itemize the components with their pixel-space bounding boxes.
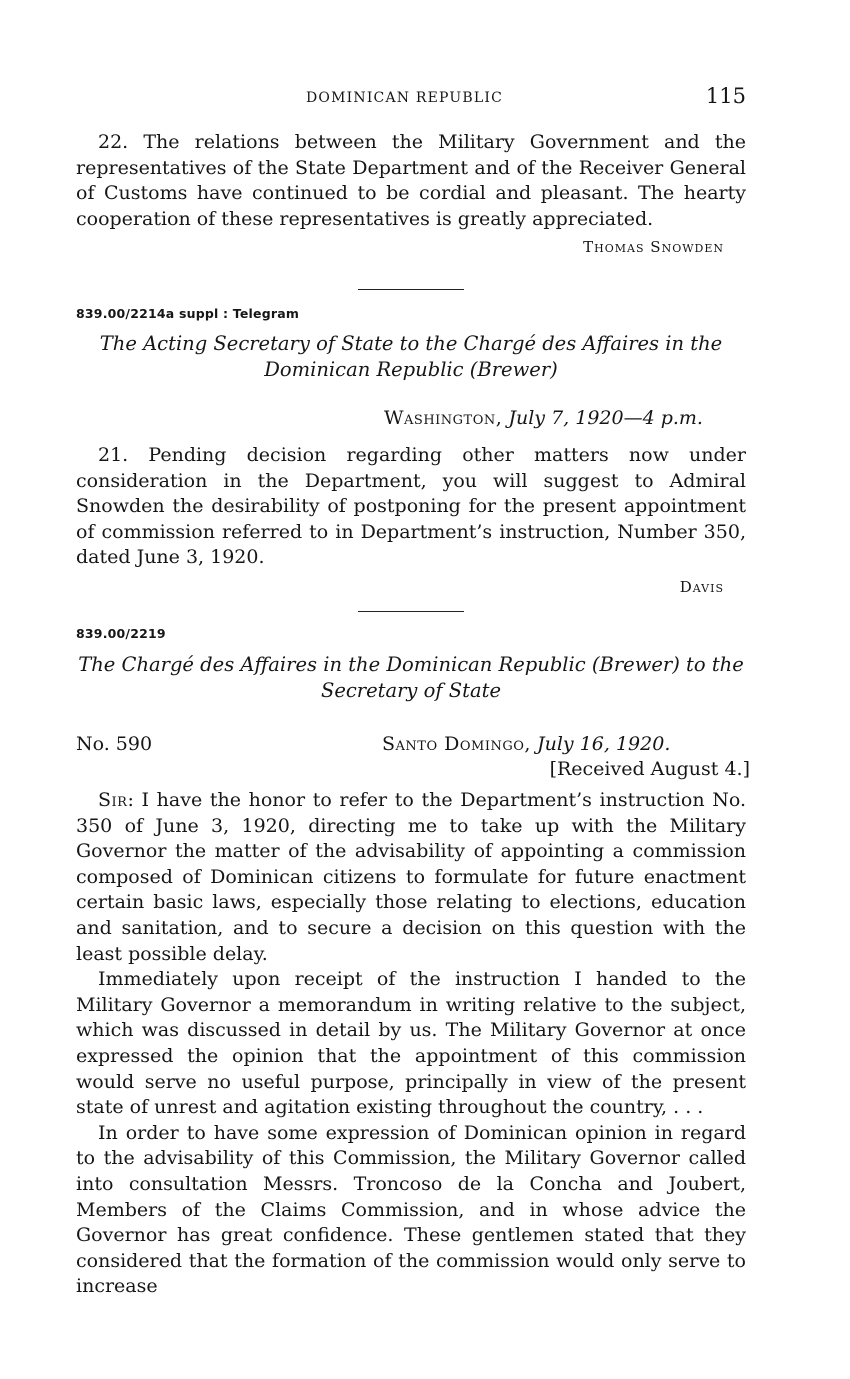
section1-paragraph: 22. The relations between the Military Government and the representatives of the State Department and of the Receiver General of Customs have continued to be cordial and pleasant. The hearty cooperation of these representatives is greatly appreciated. <box>76 131 746 230</box>
doc2-paragraph: Immediately upon receipt of the instruction I handed to the Military Governor a memorandum in writing relative to the subject, which was discussed in detail by us. The Military Governor at once expressed the opinion that the appointment of this commission would serve no useful purpose, principally in view of the present state of unrest and agitation existing throughout the country, . . . <box>76 968 746 1119</box>
signature-snowden: Thomas Snowden <box>583 238 724 256</box>
file-number: 839.00/2219 <box>76 626 166 641</box>
page-header <box>76 86 746 114</box>
page-number: 115 <box>705 84 746 108</box>
dateline-place: Washington, <box>384 407 503 429</box>
document-title-line: Dominican Republic (Brewer) <box>264 357 558 381</box>
document-title-line: Secretary of State <box>320 678 502 702</box>
dateline-date: July 16, 1920. <box>537 733 671 755</box>
dateline <box>384 406 703 431</box>
despatch-number: No. 590 <box>76 733 153 755</box>
document-title-line: The Acting Secretary of State to the Chargé des Affaires in the <box>99 332 723 355</box>
file-number: 839.00/2214a suppl : Telegram <box>76 306 300 321</box>
divider-rule <box>358 289 464 290</box>
doc1-paragraph-block <box>76 443 746 571</box>
dateline-date: July 7, 1920—4 p.m. <box>508 407 703 429</box>
section1-paragraph-block <box>76 130 746 232</box>
dateline <box>382 732 670 757</box>
doc2-paragraph <box>76 788 746 967</box>
doc2-paragraph-text: : I have the honor to refer to the Department’s instruction No. 350 of June 3, 1920, directing me to take up with the Military Governor the matter of the advisability of appointing a commission composed of Dominican citizens to formulate for future enactment certain basic laws, especially those relating to elections, education and sanitation, and to secure a decision on this question with the least possible delay. <box>76 789 746 965</box>
received-note: [Received August 4.] <box>549 758 750 780</box>
document-title-line: The Chargé des Affaires in the Dominican Republic (Brewer) to the <box>78 653 744 676</box>
divider-rule <box>358 611 464 612</box>
document-title <box>76 331 746 382</box>
dateline-place: Santo Domingo, <box>382 733 531 755</box>
doc2-body <box>76 788 746 1300</box>
salutation: Sir <box>98 789 128 811</box>
document-title <box>76 652 746 703</box>
doc2-paragraph: In order to have some expression of Dominican opinion in regard to the advisability of this Commission, the Military Governor called into consultation Messrs. Troncoso de la Concha and Joubert, Members of the Claims Commission, and in whose advice the Governor has great confidence. These gentlemen stated that they considered that the formation of the commission would only serve to increase <box>76 1121 746 1298</box>
doc1-paragraph: 21. Pending decision regarding other matters now under consideration in the Department, you will suggest to Admiral Snowden the desirability of postponing for the present appointment of commission referred to in Department’s instruction, Number 350, dated June 3, 1920. <box>76 444 746 569</box>
running-title: DOMINICAN REPUBLIC <box>306 90 504 106</box>
signature-davis: Davis <box>679 578 724 596</box>
